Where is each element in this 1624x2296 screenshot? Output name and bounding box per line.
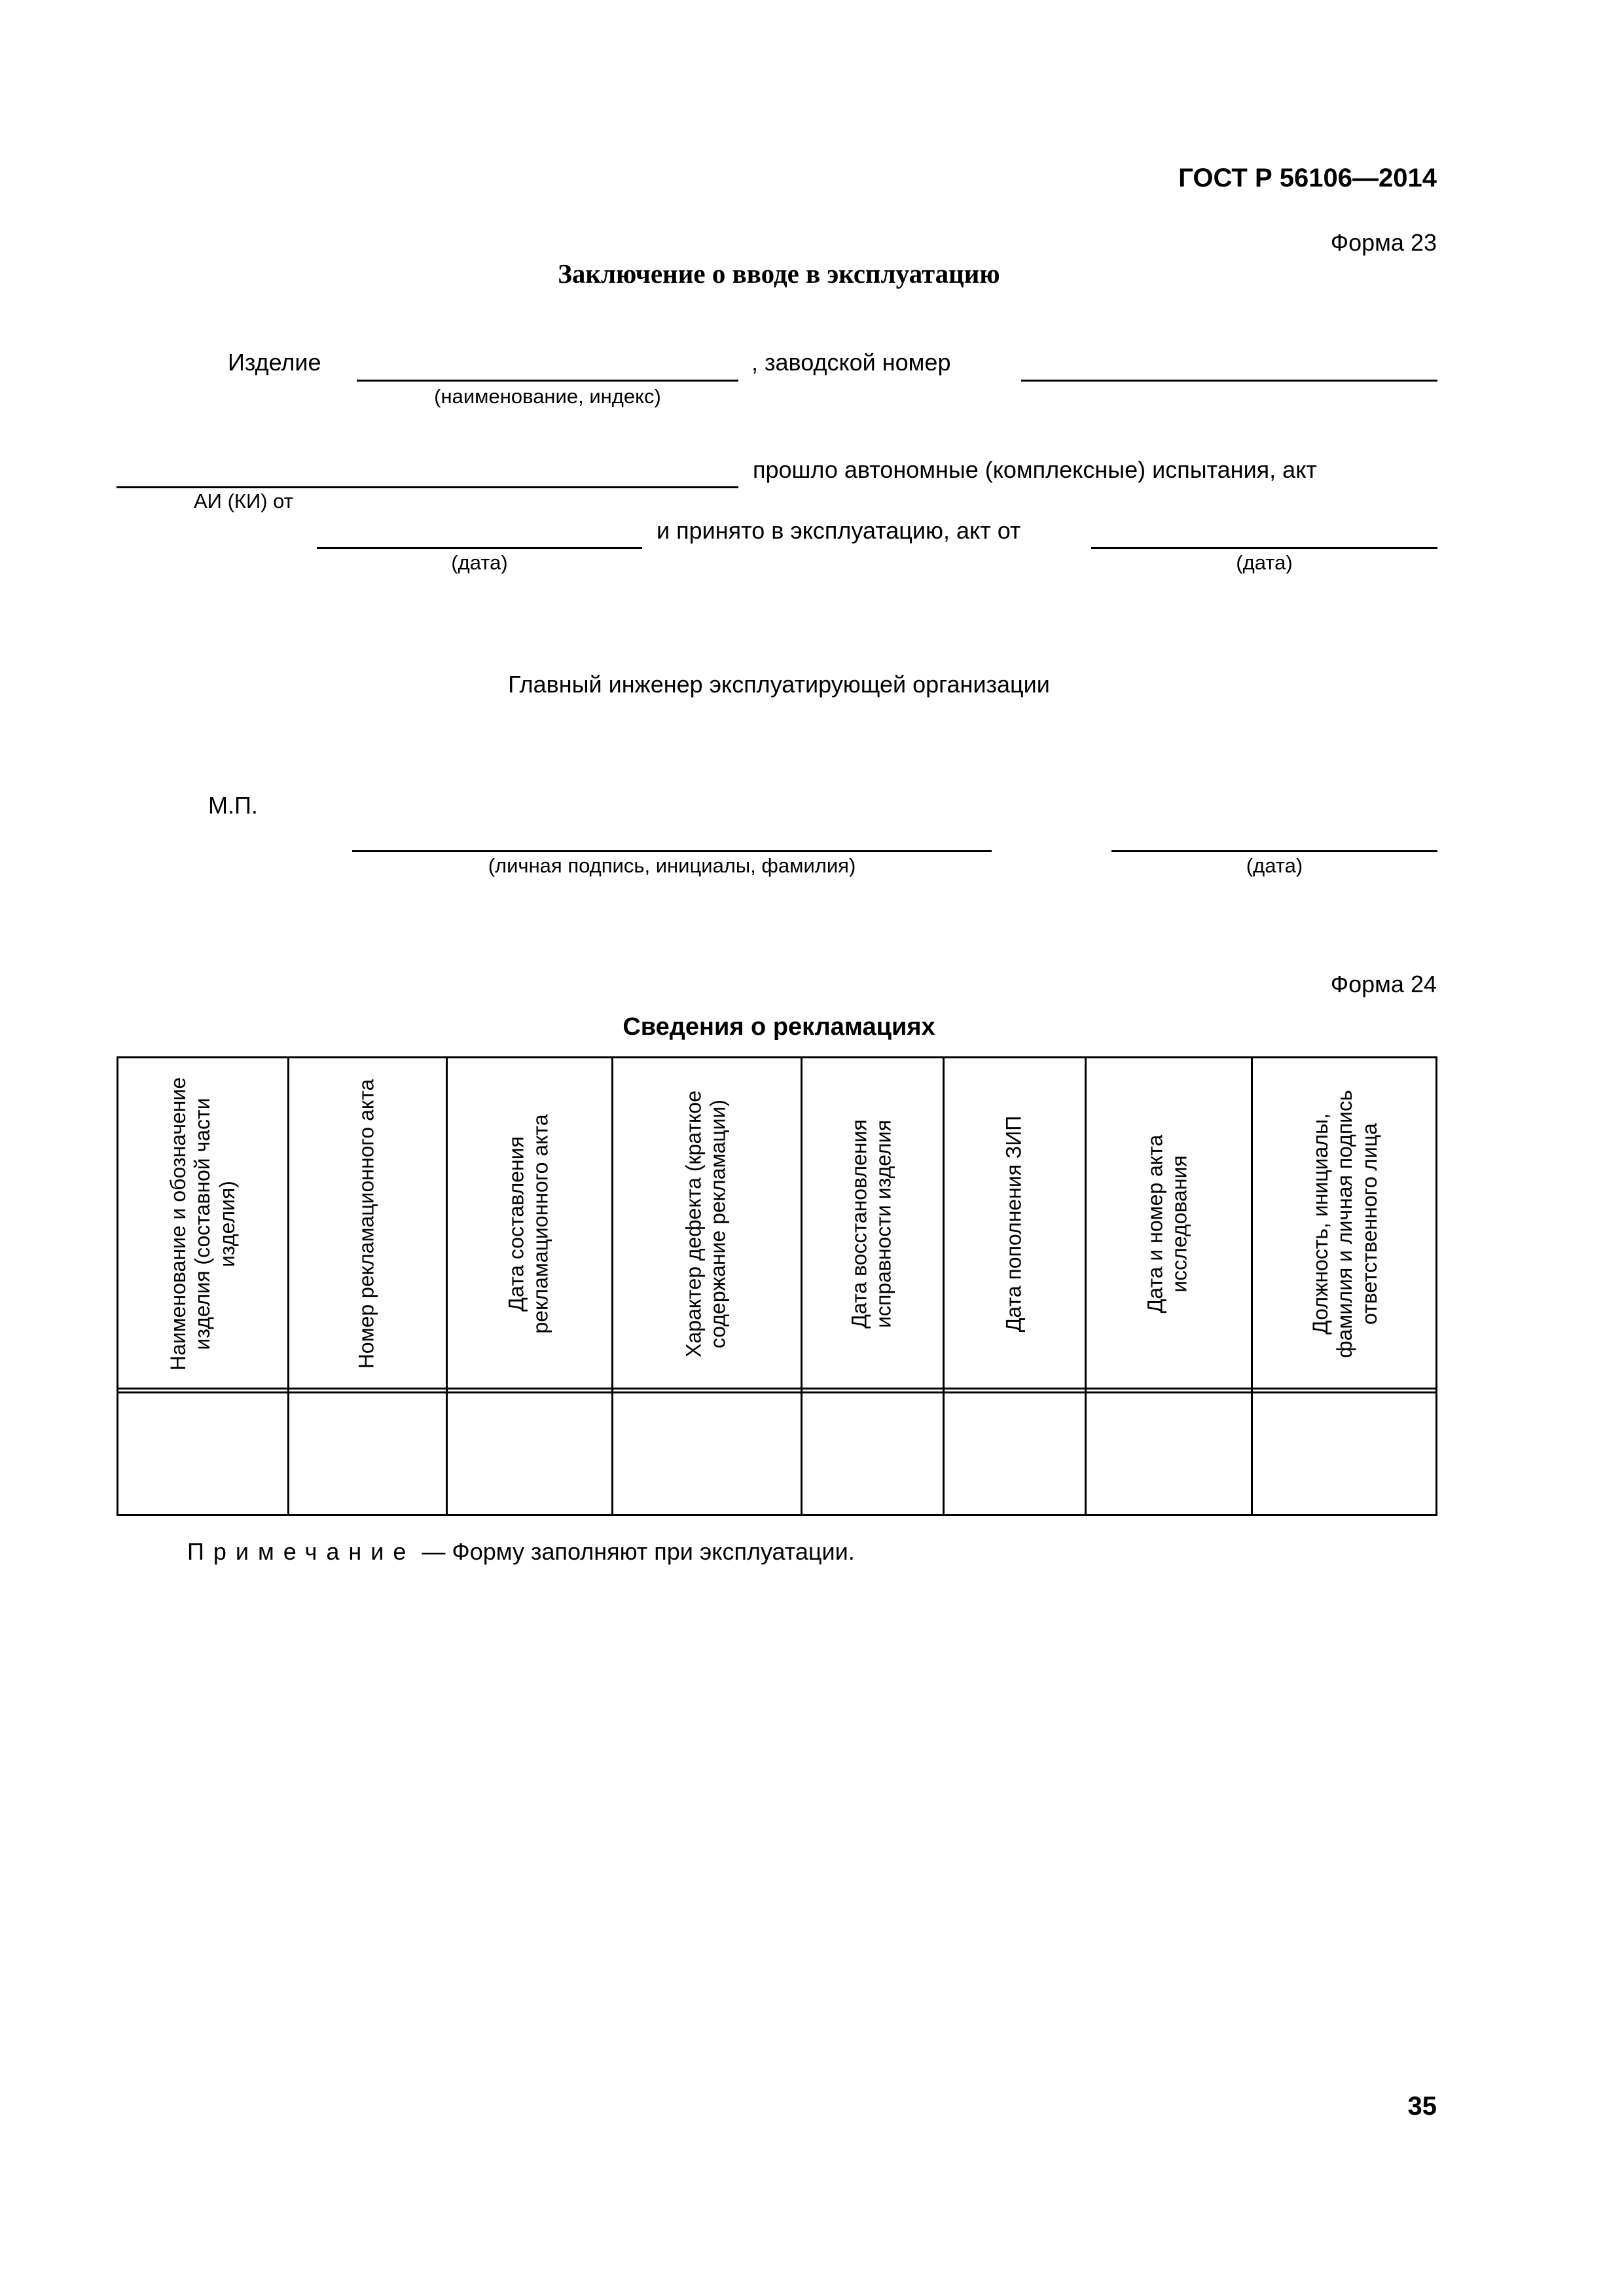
izdelie-name-field[interactable] xyxy=(357,380,738,382)
ai-ki-ot-label: АИ (КИ) от xyxy=(194,490,293,512)
table-cell[interactable] xyxy=(118,1395,287,1514)
page-number: 35 xyxy=(1407,2092,1437,2121)
form-24-label: Форма 24 xyxy=(1330,971,1437,997)
document-id: ГОСТ Р 56106—2014 xyxy=(1178,164,1437,192)
column-header-restore-date: Дата восстановления исправности изделия xyxy=(847,1119,895,1329)
table-note xyxy=(187,1538,855,1565)
chief-engineer-label: Главный инженер эксплуатирующей организации xyxy=(508,671,1050,698)
naimenovanie-hint: (наименование, индекс) xyxy=(434,385,661,408)
stamp-label: М.П. xyxy=(208,792,258,819)
prinyato-text: и принято в эксплуатацию, акт от xyxy=(657,517,1021,544)
form-23-title: Заключение о вводе в эксплуатацию xyxy=(558,259,1000,289)
column-header-responsible: Должность, инициалы, фамилия и личная подпись ответственного лица xyxy=(1308,1090,1381,1358)
column-header-claim-number: Номер рекламационного акта xyxy=(354,1079,378,1369)
commission-act-date-field[interactable] xyxy=(1091,547,1437,549)
zavodskoy-label: , заводской номер xyxy=(751,349,951,376)
table-cell[interactable] xyxy=(446,1395,611,1514)
table-cell[interactable] xyxy=(1251,1395,1439,1514)
date-hint-1: (дата) xyxy=(451,551,508,574)
claims-table xyxy=(117,1056,1437,1516)
table-cell[interactable] xyxy=(1085,1395,1251,1514)
note-text: — Форму заполняют при эксплуатации. xyxy=(422,1538,855,1565)
table-cell[interactable] xyxy=(943,1395,1085,1514)
test-act-date-field[interactable] xyxy=(317,547,642,549)
date-hint-2: (дата) xyxy=(1236,551,1293,574)
signature-hint: (личная подпись, инициалы, фамилия) xyxy=(488,854,856,877)
signature-date-field[interactable] xyxy=(1111,850,1437,852)
serial-number-field[interactable] xyxy=(1021,380,1437,382)
note-label: Примечание xyxy=(187,1538,416,1565)
column-header-zip-date: Дата пополнения ЗИП xyxy=(1001,1115,1025,1333)
form-23-label: Форма 23 xyxy=(1330,229,1437,256)
signature-field[interactable] xyxy=(352,850,992,852)
column-header-item: Наименование и обозначение изделия (составной части изделия) xyxy=(166,1077,239,1371)
continuation-field[interactable] xyxy=(117,486,738,488)
proshlo-text: прошло автономные (комплексные) испытания, акт xyxy=(753,456,1317,483)
table-cell[interactable] xyxy=(287,1395,446,1514)
izdelie-label: Изделие xyxy=(228,349,321,376)
column-header-study-act: Дата и номер акта исследования xyxy=(1143,1134,1191,1314)
column-header-defect: Характер дефекта (краткое содержание рекламации) xyxy=(681,1090,730,1357)
table-cell[interactable] xyxy=(801,1395,943,1514)
form-24-title: Сведения о рекламациях xyxy=(623,1013,935,1041)
date-hint-3: (дата) xyxy=(1246,854,1303,877)
column-header-claim-date: Дата составления рекламационного акта xyxy=(504,1114,552,1334)
table-cell[interactable] xyxy=(611,1395,801,1514)
